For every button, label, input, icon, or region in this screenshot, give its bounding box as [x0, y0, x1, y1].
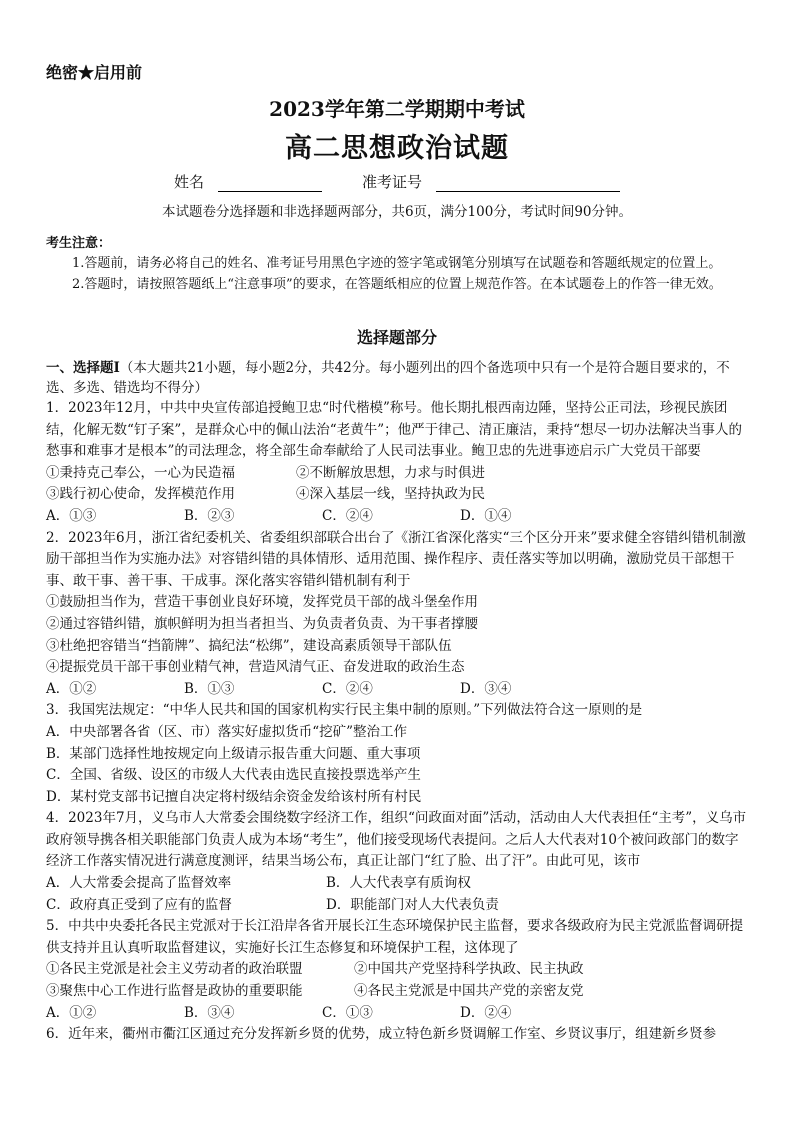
question-1 [46, 398, 748, 528]
statement: ②通过容错纠错，旗帜鲜明为担当者担当、为负责者负责、为干事者撑腰 [46, 615, 478, 632]
option-b: B．人大代表享有质询权 [326, 875, 471, 892]
statement: ③杜绝把容错当“挡箭牌”、搞纪法“松绑”，建设高素质领导干部队伍 [46, 637, 452, 654]
statement: ①秉持克己奉公，一心为民造福 [46, 464, 235, 481]
statement: ③践行初心使命，发挥模范作用 [46, 486, 235, 503]
section-head: 一、选择题Ⅰ [46, 360, 120, 376]
id-blank [436, 175, 620, 192]
option-a: A．①② [46, 680, 97, 697]
name-field [174, 171, 322, 192]
option-b: B．某部门选择性地按规定向上级请示报告重大问题、重大事项 [46, 745, 421, 762]
notice-item: 2.答题时，请按照答题纸上“注意事项”的要求，在答题纸相应的位置上规范作答。在本试题卷上的作答一律无效。 [72, 277, 722, 292]
option-d: D．①④ [460, 507, 512, 524]
id-label: 准考证号 [362, 173, 423, 191]
section-title: 选择题部分 [356, 328, 437, 347]
option-b: B．②③ [184, 507, 235, 524]
option-a: A．①② [46, 1004, 97, 1021]
statements [46, 463, 748, 506]
option-b: B．①③ [184, 680, 235, 697]
option-d: D．某村党支部书记擅自决定将村级结余资金发给该村所有村民 [46, 788, 422, 805]
name-label: 姓名 [173, 173, 204, 191]
section-instr: （本大题共21小题，每小题2分，共42分。每小题列出的四个备选项中只有一个是符合题目要求的，不选、多选、错选均不得分） [46, 360, 730, 396]
statement: ④深入基层一线，坚持执政为民 [296, 486, 485, 503]
question-5 [46, 916, 748, 1024]
statement: ①鼓励担当作为，营造干事创业良好环境，发挥党员干部的战斗堡垒作用 [46, 594, 478, 611]
notice-block [46, 232, 748, 295]
option-a: A．人大常委会提高了监督效率 [46, 875, 232, 892]
option-d: D．②④ [460, 1004, 512, 1021]
option-c: C．②④ [322, 507, 373, 524]
statement: ②中国共产党坚持科学执政、民主执政 [354, 961, 584, 978]
name-blank [218, 175, 322, 192]
statement: ④提振党员干部干事创业精气神，营造风清气正、奋发进取的政治生态 [46, 659, 465, 676]
statement: ②不断解放思想，力求与时俱进 [296, 464, 485, 481]
option-a: A．中央部署各省（区、市）落实好虚拟货币“挖矿”整治工作 [46, 723, 408, 740]
option-c: C．全国、省级、设区的市级人大代表由选民直接投票选举产生 [46, 767, 421, 784]
option-d: D．职能部门对人大代表负责 [326, 896, 499, 913]
question-2 [46, 528, 748, 701]
statement: ③聚焦中心工作进行监督是政协的重要职能 [46, 983, 303, 1000]
exam-description: 本试题卷分选择题和非选择题两部分，共6页，满分100分，考试时间90分钟。 [161, 204, 633, 220]
statement: ④各民主党派是中国共产党的亲密友党 [354, 983, 584, 1000]
answer-options [46, 506, 748, 528]
answer-options [46, 873, 748, 916]
question-stem: 1．2023年12月，中共中央宣传部追授鲍卫忠“时代楷模”称号。他长期扎根西南边陲，坚持公正司法，珍视民族团结，化解无数“钉子案”，是群众心中的佩山法治“老黄牛”；他严于律己、清正廉洁，秉持“想尽一切办法解决当事人的愁事和难事才是根本”的司法理念，将全部生命奉献给了人民司法事业。鲍卫忠的先进事迹启示广大党员干部要 [46, 400, 743, 460]
option-a: A．①③ [46, 507, 97, 524]
option-d: D．③④ [460, 680, 512, 697]
statement: ①各民主党派是社会主义劳动者的政治联盟 [46, 961, 303, 978]
option-c: C．①③ [322, 1004, 373, 1021]
student-info [46, 171, 748, 192]
notice-item: 1.答题前，请务必将自己的姓名、准考证号用黑色字迹的签字笔或钢笔分别填写在试题卷和答题纸规定的位置上。 [72, 256, 722, 271]
question-stem: 4．2023年7月，义乌市人大常委会围绕数字经济工作，组织“问政面对面”活动，活动由人大代表担任“主考”，义乌市政府领导携各相关职能部门负责人成为本场“考生”，他们接受现场代表提问。之后人大代表对10个被问政部门的数字经济工作落实情况进行满意度测评，结果当场公布，真正让部门“红了脸、出了汗”。由此可见，该市 [46, 810, 747, 870]
question-stem: 6．近年来，衢州市衢江区通过充分发挥新乡贤的优势，成立特色新乡贤调解工作室、乡贤议事厅，组建新乡贤参 [46, 1026, 717, 1043]
section-instructions [46, 358, 748, 398]
answer-options [46, 1003, 748, 1025]
question-stem: 3．我国宪法规定：“中华人民共和国的国家机构实行民主集中制的原则。”下列做法符合这一原则的是 [46, 702, 643, 719]
question-4 [46, 808, 748, 916]
option-c: C．政府真正受到了应有的监督 [46, 896, 232, 913]
confidential-mark: 绝密★启用前 [46, 63, 143, 82]
id-field [362, 171, 620, 192]
question-stem: 5．中共中央委托各民主党派对于长江沿岸各省开展长江生态环境保护民主监督，要求各级政府为民主党派监督调研提供支持并且认真听取监督建议，实施好长江生态修复和环境保护工程，这体现了 [46, 918, 744, 956]
subject-title: 高二思想政治试题 [285, 133, 509, 164]
statements [46, 959, 748, 1002]
option-b: B．③④ [184, 1004, 235, 1021]
exam-title: 2023学年第二学期期中考试 [269, 97, 525, 121]
notice-title: 考生注意： [46, 236, 112, 251]
question-3 [46, 700, 748, 808]
question-stem: 2．2023年6月，浙江省纪委机关、省委组织部联合出台了《浙江省深化落实“三个区分开来”要求健全容错纠错机制激励干部担当作为实施办法》对容错纠错的具体情形、适用范围、操作程序、责任落实等加以明确，激励党员干部想干事、敢干事、善干事、干成事。深化落实容错纠错机制有利于 [46, 529, 746, 589]
question-6 [46, 1024, 748, 1046]
option-c: C．②④ [322, 680, 373, 697]
answer-options [46, 679, 748, 701]
